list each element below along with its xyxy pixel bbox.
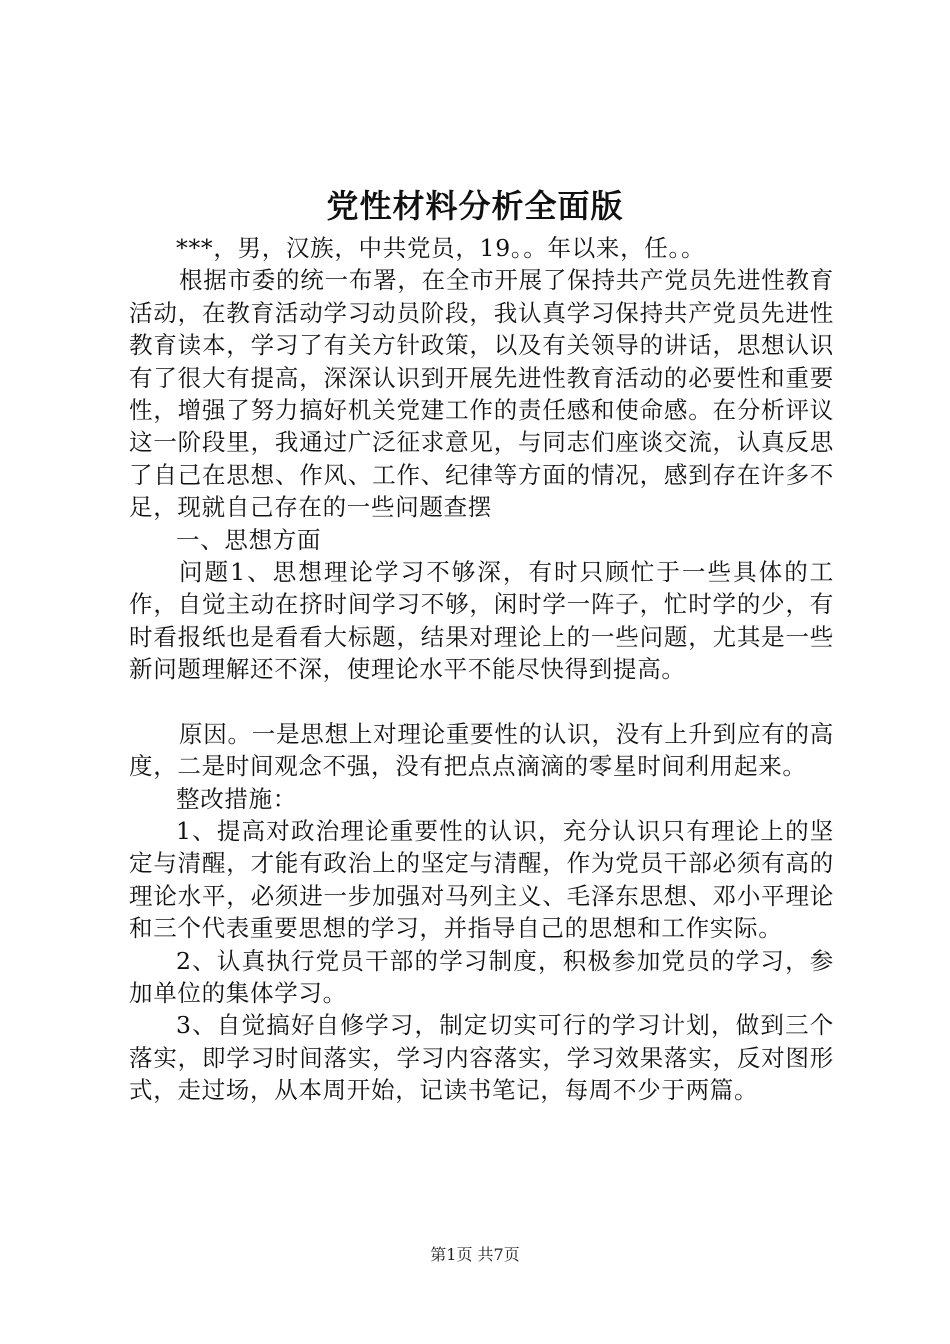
paragraph-measure-1: 1、提高对政治理论重要性的认识，充分认识只有理论上的坚定与清醒，才能有政治上的坚定与清醒，作为党员干部必须有高的理论水平，必须进一步加强对马列主义、毛泽东思想、邓小平理论和三个代表重要思想的学习，并指导自己的思想和工作实际。 bbox=[129, 816, 834, 943]
paragraph-problem-1: 问题1、思想理论学习不够深，有时只顾忙于一些具体的工作，自觉主动在挤时间学习不够，闲时学一阵子，忙时学的少，有时看报纸也是看看大标题，结果对理论上的一些问题，尤其是一些新问题理解还不深，使理论水平不能尽快得到提高。 bbox=[129, 558, 834, 684]
paragraph-measure-2: 2、认真执行党员干部的学习制度，积极参加党员的学习，参加单位的集体学习。 bbox=[129, 946, 834, 1007]
paragraph-personal-info: ***，男，汉族，中共党员，19。。年以来，任。。 bbox=[176, 234, 706, 262]
document-body bbox=[129, 232, 834, 1107]
section-heading-thought: 一、思想方面 bbox=[176, 525, 322, 554]
page-footer: 第1页 共7页 bbox=[430, 1245, 520, 1264]
paragraph-measure-3: 3、自觉搞好自修学习，制定切实可行的学习计划，做到三个落实，即学习时间落实，学习内容落实，学习效果落实，反对图形式，走过场，从本周开始，记读书笔记，每周不少于两篇。 bbox=[129, 1011, 834, 1105]
paragraph-spacer bbox=[129, 686, 834, 718]
paragraph-reason: 原因。一是思想上对理论重要性的认识，没有上升到应有的高度，二是时间观念不强，没有把点点滴滴的零星时间利用起来。 bbox=[129, 719, 834, 781]
paragraph-introduction: 根据市委的统一布署，在全市开展了保持共产党员先进性教育活动，在教育活动学习动员阶段，我认真学习保持共产党员先进性教育读本，学习了有关方针政策，以及有关领导的讲话，思想认识有了很大有提高，深深认识到开展先进性教育活动的必要性和重要性，增强了努力搞好机关党建工作的责任感和使命感。在分析评议这一阶段里，我通过广泛征求意见，与同志们座谈交流，认真反思了自己在思想、作风、工作、纪律等方面的情况，感到存在许多不足，现就自己存在的一些问题查摆 bbox=[129, 266, 834, 522]
paragraph-measures-heading: 整改措施： bbox=[176, 784, 297, 813]
document-title: 党性材料分析全面版 bbox=[326, 187, 624, 225]
